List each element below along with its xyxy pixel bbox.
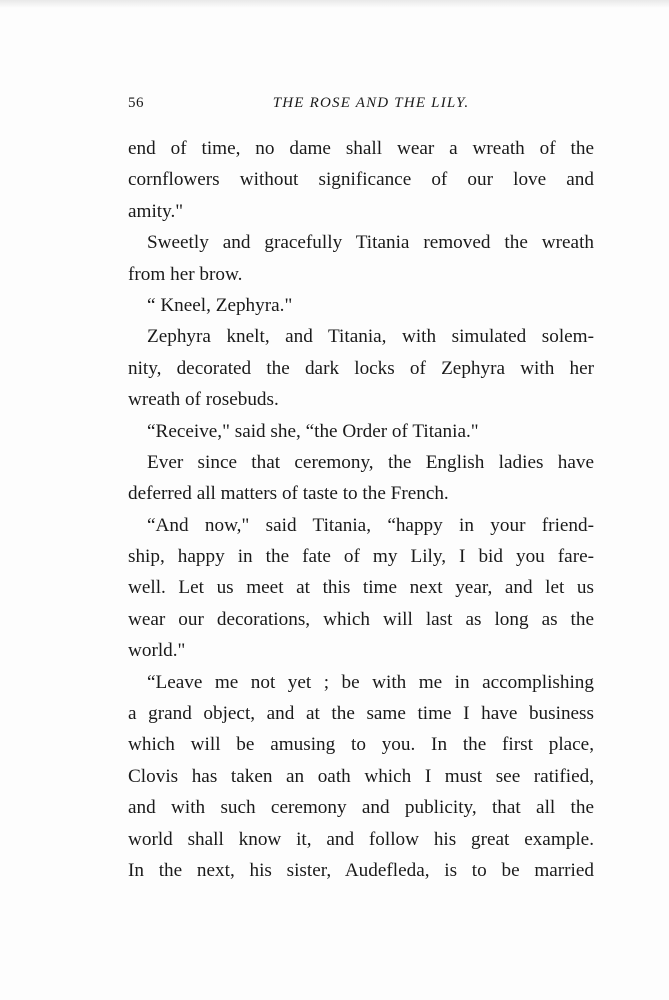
running-title: THE ROSE AND THE LILY.: [272, 95, 470, 111]
page-header: [128, 95, 594, 117]
text-line: Zephyra knelt, and Titania, with simulated solem-: [147, 326, 594, 348]
text-line: which will be amusing to you. In the first place,: [128, 734, 594, 756]
text-line: amity.": [128, 200, 184, 222]
text-line: and with such ceremony and publicity, that all the: [128, 797, 594, 819]
text-line: from her brow.: [128, 263, 243, 285]
text-line: wear our decorations, which will last as long as the: [128, 608, 594, 630]
text-line: “And now," said Titania, “happy in your friend-: [147, 514, 594, 536]
text-line: “Receive," said she, “the Order of Titania.": [147, 420, 479, 442]
text-line: well. Let us meet at this time next year, and let us: [128, 577, 594, 599]
body-text: [128, 133, 594, 886]
text-line: “Leave me not yet ; be with me in accomplishing: [147, 671, 594, 693]
text-line: Sweetly and gracefully Titania removed the wreath: [147, 232, 594, 254]
text-line: Clovis has taken an oath which I must see ratified,: [128, 765, 594, 787]
text-line: “ Kneel, Zephyra.": [147, 294, 293, 316]
text-line: In the next, his sister, Audefleda, is to be married: [128, 859, 594, 881]
text-line: ship, happy in the fate of my Lily, I bid you fare-: [128, 546, 594, 568]
text-line: deferred all matters of taste to the French.: [128, 483, 449, 505]
text-line: end of time, no dame shall wear a wreath of the: [128, 138, 594, 159]
text-line: Ever since that ceremony, the English ladies have: [147, 451, 594, 473]
text-line: world.": [128, 640, 186, 662]
text-line: wreath of rosebuds.: [128, 389, 279, 411]
text-line: cornflowers without significance of our love and: [128, 169, 594, 191]
text-line: a grand object, and at the same time I have business: [128, 703, 594, 725]
text-line: nity, decorated the dark locks of Zephyra with her: [128, 357, 594, 379]
text-line: world shall know it, and follow his great example.: [128, 828, 594, 850]
page-number: 56: [128, 95, 144, 111]
